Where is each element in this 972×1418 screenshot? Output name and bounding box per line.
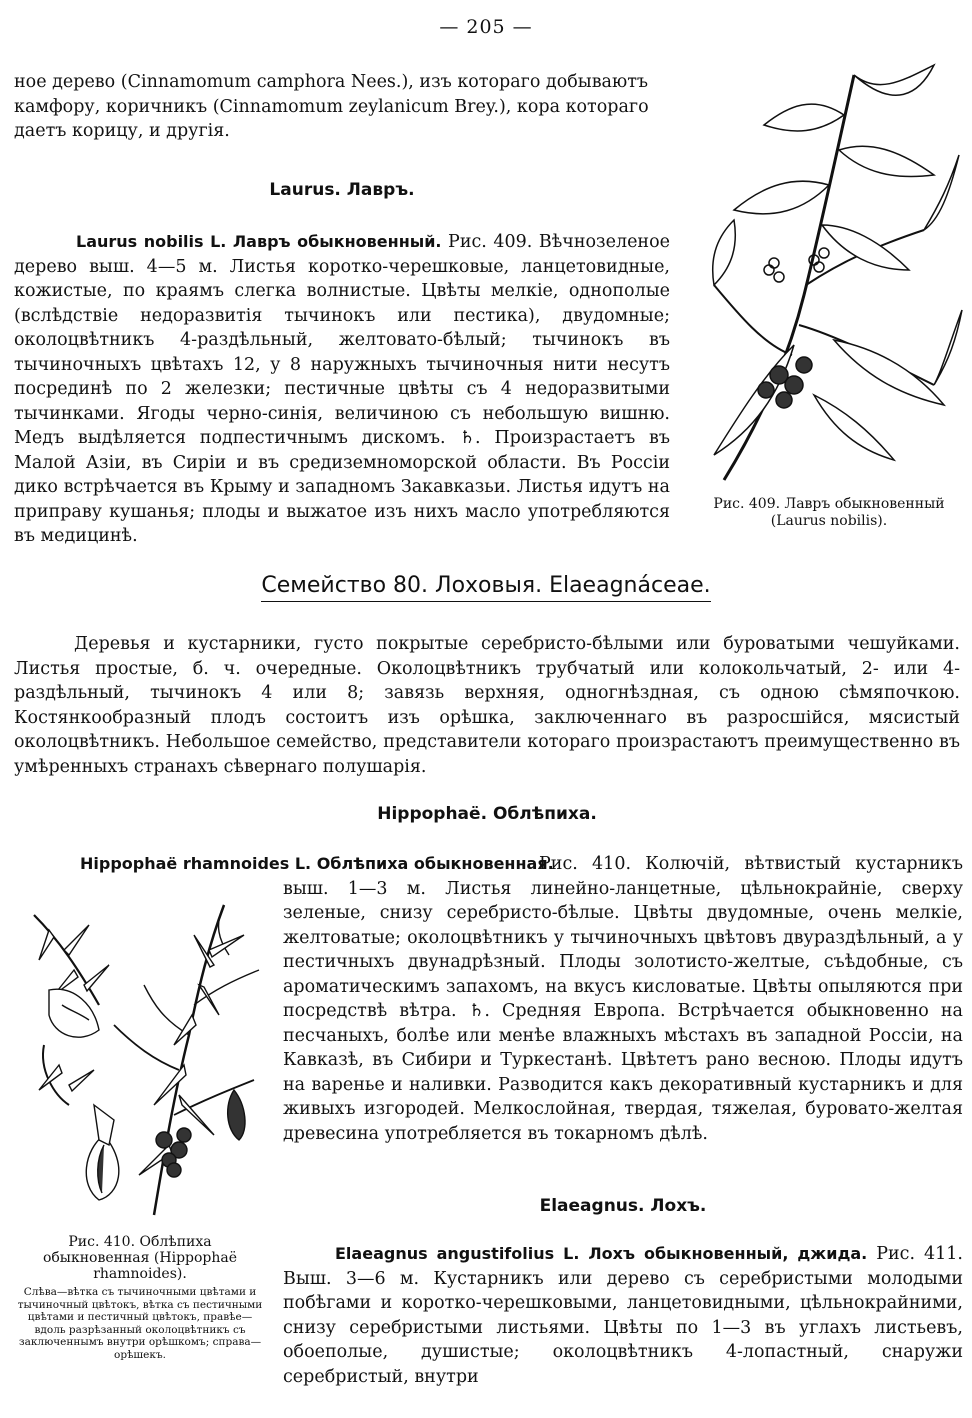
intro-paragraph: ное дерево (Cinnamomum camphora Nees.), изъ котораго добываютъ камфору, коричникъ (Cinnamomum zeylanicum Brey.), кора котораго даетъ корицу, и другія. xyxy=(14,72,649,141)
elaeagnus-species-paragraph xyxy=(283,1242,963,1389)
laurus-figure-caption: Рис. 409. Лавръ обыкновенный (Laurus nobilis). xyxy=(713,496,945,529)
family-description: Деревья и кустарники, густо покрытые серебристо-бѣлыми или буроватыми чешуйками. Листья простые, б. ч. очередные. Околоцвѣтникъ трубчатый или колокольчатый, 2- или 4-раздѣльный, тычинокъ 4 или 8; завязь верхняя, одногнѣздная, съ одною сѣмяпочкою. Костянкообразный плодъ состоитъ изъ орѣшка, заключеннаго въ разросшійся, мясистый околоцвѣтникъ. Небольшое семейство, представители котораго произрастаютъ преимущественно въ умѣренныхъ странахъ сѣвернаго полушарія. xyxy=(14,634,960,777)
page-number: — 205 — xyxy=(439,16,533,38)
hippophae-species-text: Рис. 410. Колючій, вѣтвистый кустарникъ выш. 1—3 м. Листья линейно-ланцетные, цѣльнокрайніе, сверху зеленые, снизу серебристо-бѣлые. Цвѣты двудомные, очень мелкіе, желтоватые; околоцвѣтникъ у тычиночныхъ цвѣтовъ двураздѣльный, а у пестичныхъ двунадрѣзный. Плоды золотисто-желтые, съѣдобные, съ ароматическимъ запахомъ, на вкусъ кисловатые. Цвѣты опыляются при посредствѣ вѣтра. ♄. Средняя Европа. Встрѣчается обыкновенно на песчаныхъ, болѣе или менѣе влажныхъ мѣстахъ въ западной Россіи, на Кавказѣ, въ Сибири и Туркестанѣ. Цвѣтетъ рано весною. Плоды идутъ на варенье и наливки. Разводится какъ декоративный кустарникъ и для живыхъ изгородей. Мелкослойная, твердая, тяжелая, буровато-желтая древесина употребляется въ токарномъ дѣлѣ. xyxy=(283,854,963,1144)
hippophae-species-lead: Hippophaë rhamnoides L. Облѣпиха обыкновенная. xyxy=(80,854,554,873)
laurus-illustration xyxy=(694,55,964,485)
laurus-species-paragraph xyxy=(14,230,670,549)
hippophae-figure-caption: Рис. 410. Облѣпиха обыкновенная (Hippophaë rhamnoides). xyxy=(42,1234,238,1282)
laurus-species-lead: Laurus nobilis L. Лавръ обыкновенный. xyxy=(76,232,442,251)
family-heading xyxy=(0,573,972,598)
elaeagnus-species-lead: Elaeagnus angustifolius L. Лохъ обыкновенный, джида. xyxy=(335,1244,868,1263)
family-heading-text: Семейство 80. Лоховыя. Elaeagnáceae. xyxy=(261,573,710,602)
hippophae-figure-note: Слѣва—вѣтка съ тычиночными цвѣтами и тычиночный цвѣтокъ, вѣтка съ пестичными цвѣтами и пестичный цвѣтокъ, правѣе—вдоль разрѣзанный околоцвѣтникъ съ заключеннымъ внутри орѣшкомъ; справа—орѣшекъ. xyxy=(17,1286,263,1361)
elaeagnus-species-text: Рис. 411. Выш. 3—6 м. Кустарникъ или дерево съ серебристыми молодыми побѣгами и коротко-черешковыми, ланцетовидными, цѣльнокрайними, снизу серебристыми листьями. Цвѣты по 1—3 въ углахъ листьевъ, обоеполые, душистые; околоцвѣтникъ 4-лопастный, снаружи серебристый, внутри xyxy=(283,1244,963,1387)
laurus-species-text: Рис. 409. Вѣчнозеленое дерево выш. 4—5 м. Листья коротко-черешковые, ланцетовидные, кожистые, по краямъ слегка волнистые. Цвѣты мелкіе, однополые (вслѣдствіе недоразвитія тычинокъ или пестика), двудомные; околоцвѣтникъ 4-раздѣльный, желтовато-бѣлый; тычинокъ въ тычиночныхъ цвѣтахъ 12, у 8 наружныхъ тычиночныя нити несутъ посрединѣ по 2 железки; пестичные цвѣты съ 4 недоразвитыми тычинками. Ягоды черно-синія, величиною съ небольшую вишню. Медъ выдѣляется подпестичнымъ дискомъ. ♄. Произрастаетъ въ Малой Азіи, въ Сиріи и въ средиземноморской области. Въ Россіи дико встрѣчается въ Крыму и западномъ Закавказьи. Листья идутъ на приправу кушанья; плоды и выжатое изъ нихъ масло употребляются въ медицинѣ. xyxy=(14,232,670,546)
elaeagnus-genus-heading: Elaeagnus. Лохъ. xyxy=(539,1196,707,1216)
hippophae-genus-heading: Hippophaë. Облѣпиха. xyxy=(377,804,597,824)
hippophae-illustration xyxy=(14,895,266,1225)
laurus-genus-heading: Laurus. Лавръ. xyxy=(269,180,415,200)
